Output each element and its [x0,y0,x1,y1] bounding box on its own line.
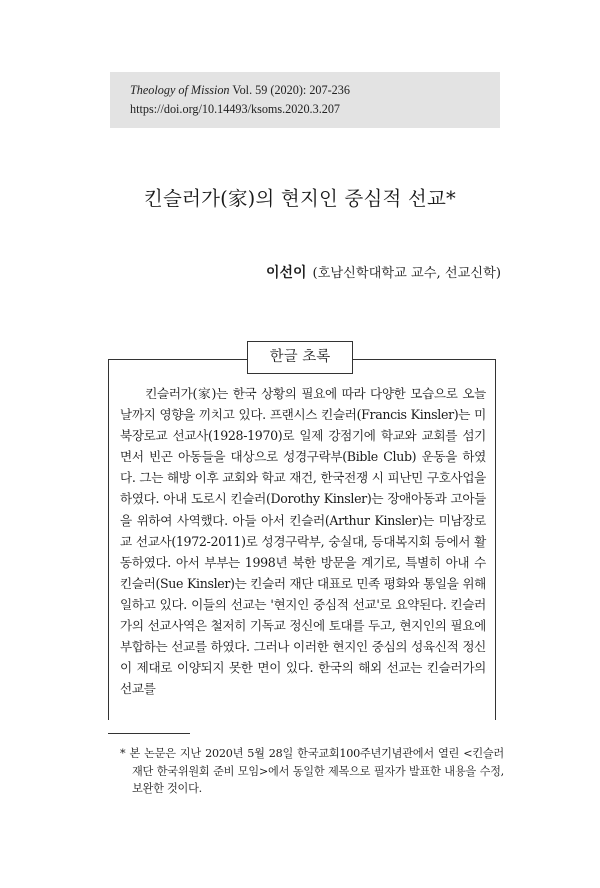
abstract-heading: 한글 초록 [247,341,353,374]
author-line [266,262,501,282]
journal-citation [130,83,350,98]
footnote-divider [108,733,190,734]
journal-header [110,72,500,128]
volume-info: Vol. 59 (2020): 207-236 [229,83,350,97]
journal-name: Theology of Mission [130,83,230,97]
abstract-paragraph: 킨슬러가(家)는 한국 상황의 필요에 따라 다양한 모습으로 오늘날까지 영향을 끼치고 있다. 프랜시스 킨슬러(Francis Kinsler)는 미북장로교 선교사(1928-1970)로 일제 강점기에 학교와 교회를 섬기면서 빈곤 아동들을 대상으로 성경구락부(Bible Club) 운동을 하였다. 그는 해방 이후 교회와 학교 재건, 한국전쟁 시 피난민 구호사업을 하였다. 아내 도로시 킨슬러(Dorothy Kinsler)는 장애아동과 고아들을 위하여 사역했다. 아들 아서 킨슬러(Arthur Kinsler)는 미남장로교 선교사(1972-2011)로 성경구락부, 숭실대, 등대복지회 등에서 활동하였다. 아서 부부는 1998년 북한 방문을 계기로, 특별히 아내 수 킨슬러(Sue Kinsler)는 킨슬러 재단 대표로 민족 평화와 통일을 위해 일하고 있다. 이들의 선교는 '현지인 중심적 선교'로 요약된다. 킨슬러가의 선교사역은 철저히 기독교 정신에 토대를 두고, 현지인의 필요에 부합하는 선교를 하였다. 그러나 이러한 현지인 중심의 성육신적 정신이 제대로 이양되지 못한 면이 있다. 한국의 해외 선교는 킨슬러가의 선교를 [120,386,486,697]
paper-title: 킨슬러가(家)의 현지인 중심적 선교* [144,187,456,210]
abstract-body [120,383,486,699]
author-affiliation: (호남신학대학교 교수, 선교신학) [312,266,501,281]
author-name: 이선이 [265,265,307,281]
footnote: * 본 논문은 지난 2020년 5월 28일 한국교회100주년기념관에서 열린 <킨슬러 재단 한국위원회 준비 모임>에서 동일한 제목으로 필자가 발표한 내용을 수정, 보완한 것이다. [120,747,504,795]
doi-link[interactable]: https://doi.org/10.14493/ksoms.2020.3.207 [130,102,341,116]
